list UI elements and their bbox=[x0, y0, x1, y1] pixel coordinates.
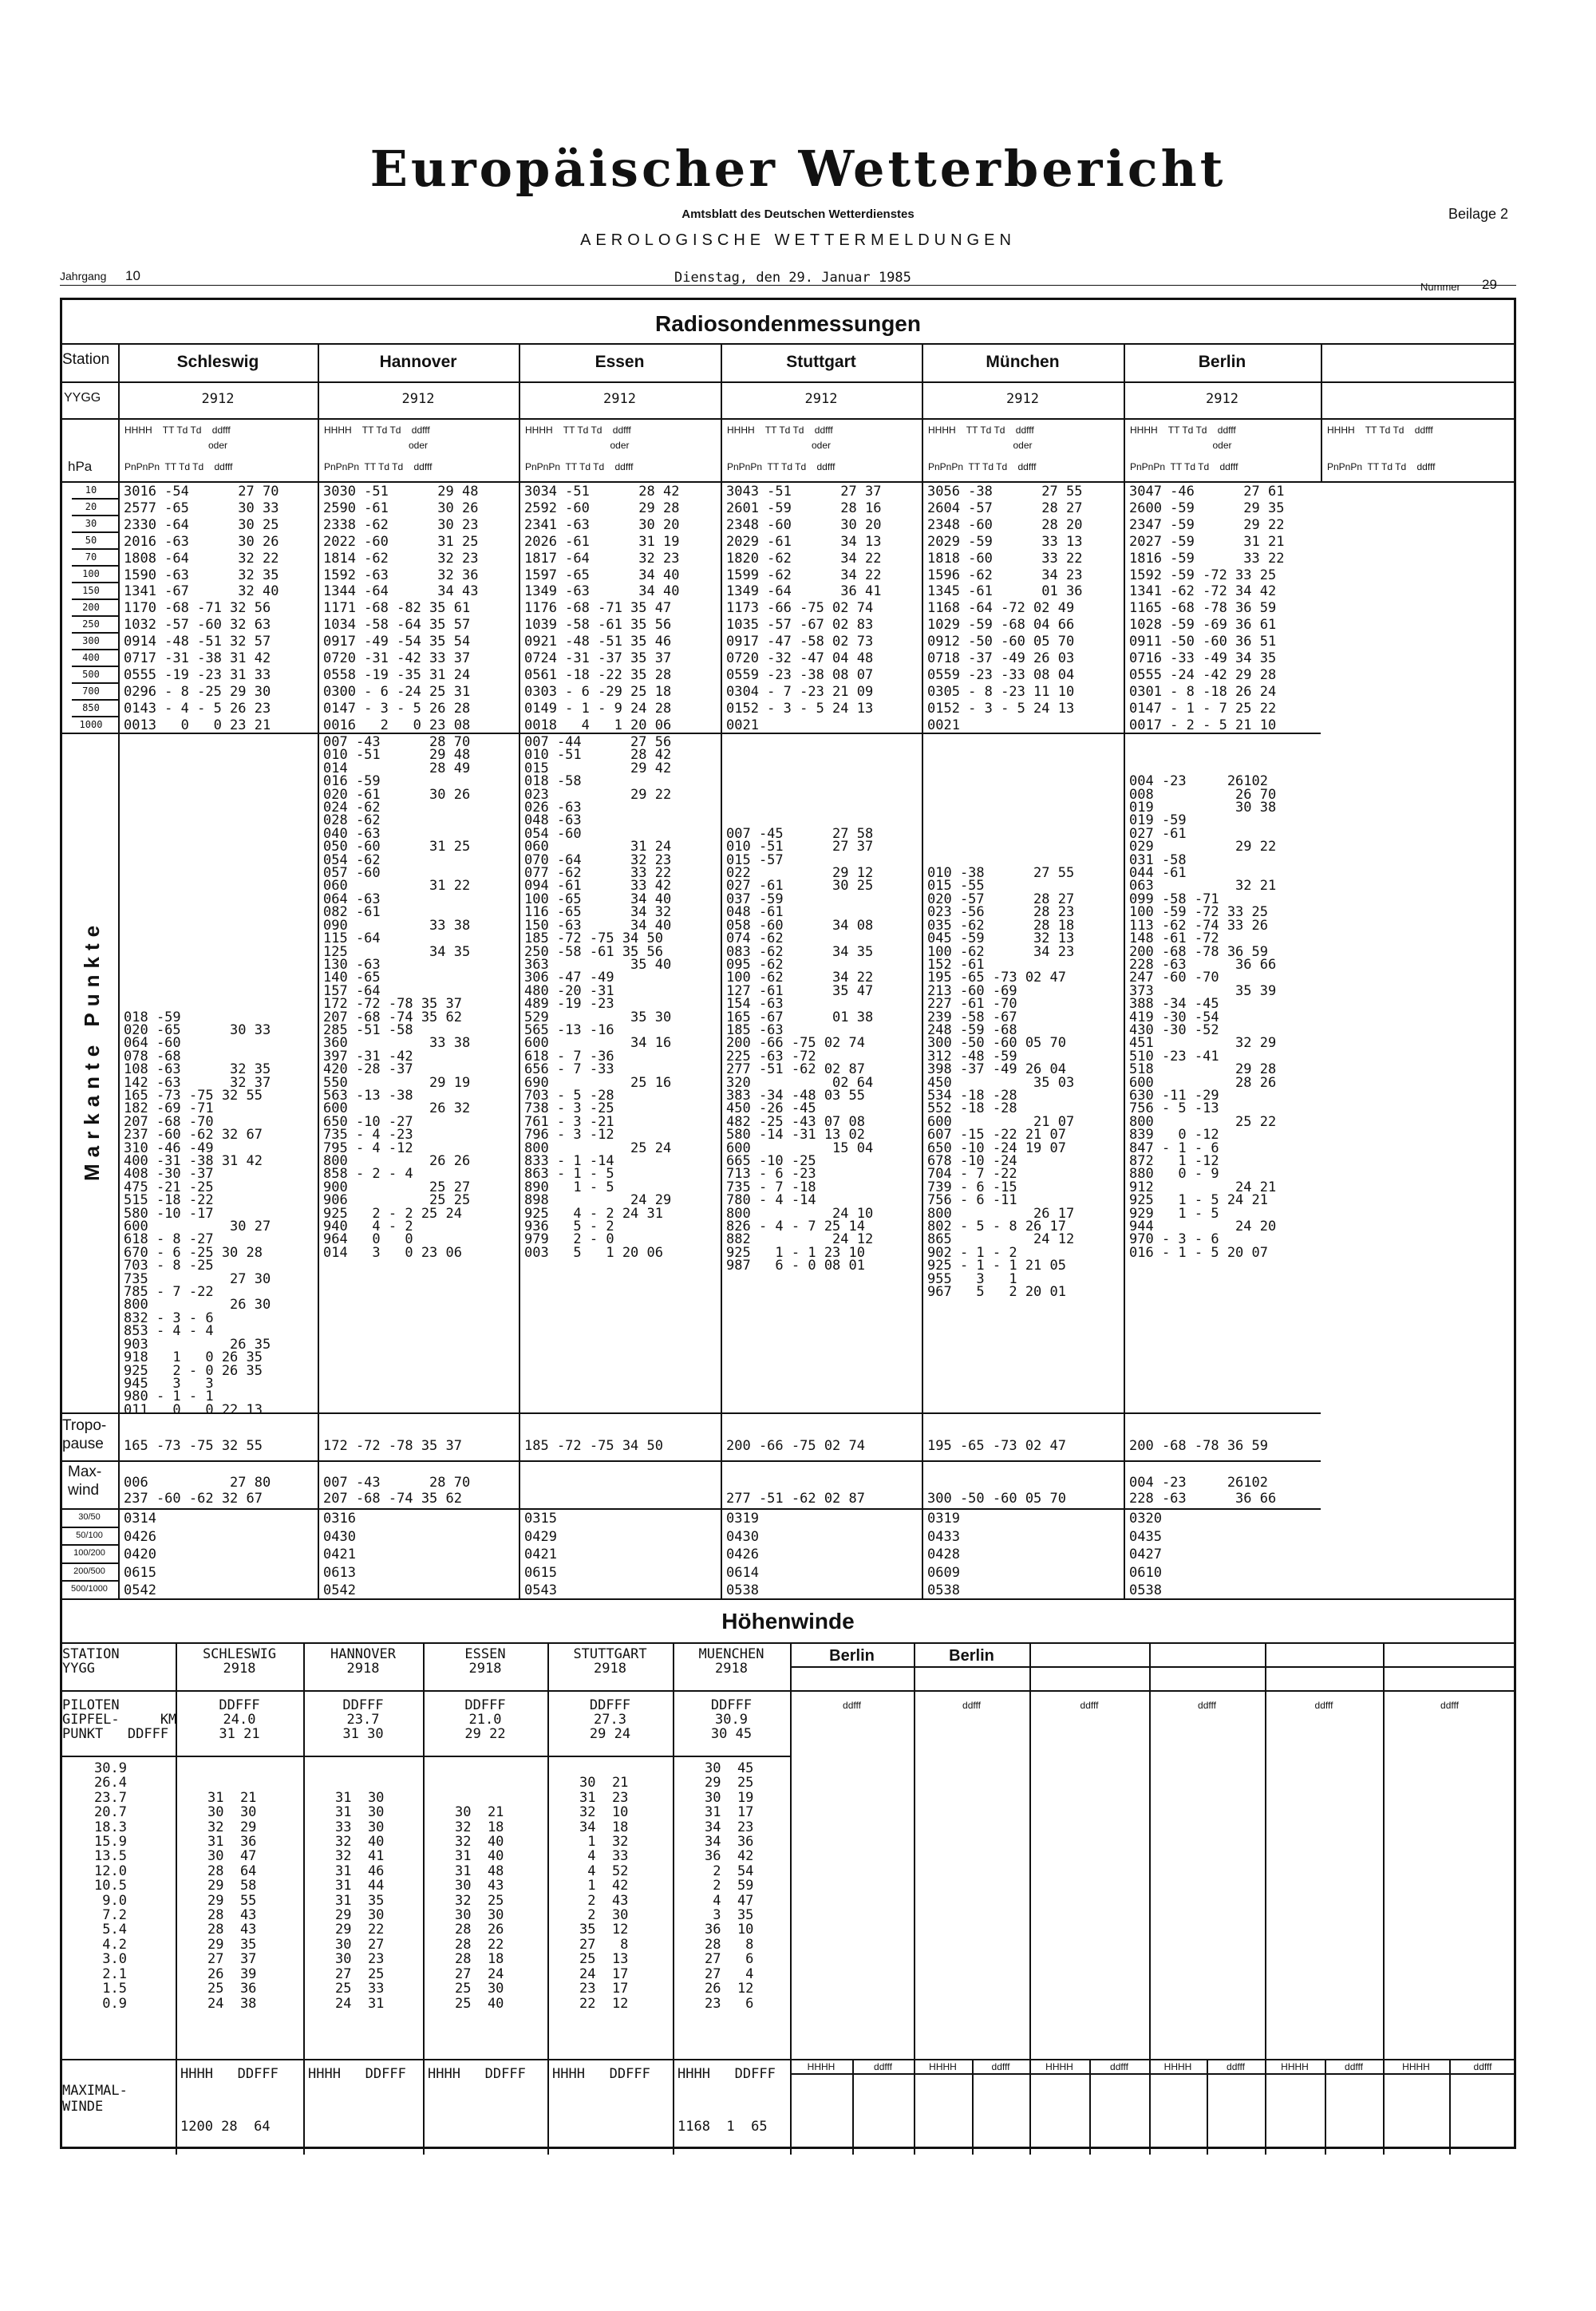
column-header-oder: oder bbox=[1212, 440, 1232, 451]
station-label: STATION bbox=[62, 1646, 120, 1662]
significant-points: 007 -43 28 70 010 -51 29 48 014 28 49 016 -59 020 -61 30 26 024 -62 028 -62 040 -63 050 -60 31 25 054 -62 057 -60 060 31 22 064 -63 082 -61 090 33 38 115 -64 125 34 35 130 -63 140 -65 157 -64 172 -72 -78 35 37 207 -68 -74 35 62 285 -51 -58 360 33 38 397 -31 -42 420 -28 -37 550 29 19 563 -13 -38 600 26 32 650 -10 -27 735 - 4 -23 795 - 4 -12 800 26 26 858 - 2 - 4 900 25 27 906 25 25 925 2 - 2 25 24 940 4 - 2 964 0 0 014 3 0 23 06 bbox=[323, 734, 471, 1261]
grid-line bbox=[1029, 1642, 1031, 2155]
grid-line bbox=[72, 699, 118, 701]
grid-line bbox=[1449, 2059, 1451, 2155]
tropopause-data: 185 -72 -75 34 50 bbox=[524, 1438, 663, 1454]
column-header: HHHH TT Td Td ddfff bbox=[1327, 425, 1433, 436]
thickness-level-label: 30/50 bbox=[78, 1512, 101, 1522]
yygg-value: 2912 bbox=[1006, 391, 1039, 407]
column-header-oder: oder bbox=[207, 440, 228, 451]
grid-line bbox=[60, 1598, 1516, 1600]
grid-line bbox=[72, 632, 118, 634]
hw-ddfff-label: ddfff bbox=[843, 1700, 861, 1711]
radiosonde-title: Radiosondenmessungen bbox=[655, 311, 921, 336]
std-level-label: 300 bbox=[82, 635, 100, 646]
yygg-value: 2912 bbox=[1206, 391, 1238, 407]
column-header: PnPnPn TT Td Td ddfff bbox=[1130, 461, 1238, 472]
std-level-label: 100 bbox=[82, 568, 100, 579]
tropopause-data: 195 -65 -73 02 47 bbox=[927, 1438, 1066, 1454]
hw-yygg: 2918 bbox=[594, 1661, 626, 1677]
hpa-label: hPa bbox=[68, 459, 93, 474]
yygg-value: 2912 bbox=[603, 391, 636, 407]
hw-gipfel-ddfff: 31 21 bbox=[219, 1726, 260, 1742]
grid-line bbox=[914, 1642, 915, 2155]
grid-line bbox=[60, 1580, 118, 1582]
std-level-label: 400 bbox=[82, 652, 100, 663]
tropopause-data: 165 -73 -75 32 55 bbox=[124, 1438, 263, 1454]
markante-punkte-label: Markante Punkte bbox=[80, 918, 104, 1181]
hw-max-small-header: ddfff bbox=[1345, 2061, 1363, 2072]
grid-line bbox=[72, 733, 118, 734]
beilage-label: Beilage 2 bbox=[1448, 206, 1508, 222]
grid-line bbox=[318, 343, 319, 1598]
hw-max-header: HHHH DDFFF bbox=[428, 2066, 526, 2082]
max-wind-data: 004 -23 26102 228 -63 36 66 bbox=[1129, 1475, 1277, 1507]
maximal-winde-label: MAXIMAL- WINDE bbox=[62, 2083, 128, 2115]
column-header-oder: oder bbox=[610, 440, 630, 451]
hw-max-small-header: HHHH bbox=[1402, 2061, 1430, 2072]
hw-max-small-header: ddfff bbox=[1227, 2061, 1245, 2072]
thickness-data: 0315 0429 0421 0615 0543 bbox=[524, 1511, 557, 1598]
hw-yygg: 2918 bbox=[468, 1661, 502, 1677]
grid-line bbox=[72, 582, 118, 583]
hw-gipfel-km: 30.9 bbox=[715, 1712, 748, 1728]
grid-line bbox=[60, 481, 1516, 483]
significant-points: 010 -38 27 55 015 -55 020 -57 28 27 023 -56 28 23 035 -62 28 18 045 -59 32 13 100 -62 34 23 152 -61 195 -65 -73 02 47 213 -60 -69 227 -61 -70 239 -58 -67 248 -59 -68 300 -50 -60 05 70 312 -48 -59 398 -37 -49 26 04 450 35 03 534 -18 -28 552 -18 -28 600 21 07 607 -15 -22 21 07 650 -10 -24 19 07 678 -10 -24 704 - 7 -22 739 - 6 -15 756 - 6 -11 800 26 17 802 - 5 - 8 26 17 865 24 12 902 - 1 - 2 925 - 1 - 1 21 05 955 3 1 967 5 2 20 01 bbox=[927, 865, 1075, 1301]
grid-line bbox=[72, 649, 118, 650]
hw-gipfel-ddfff: 30 45 bbox=[710, 1726, 753, 1742]
hw-gipfel-km: 24.0 bbox=[223, 1712, 256, 1728]
column-header-oder: oder bbox=[811, 440, 832, 451]
hw-max-small-header: ddfff bbox=[874, 2061, 892, 2072]
thickness-data: 0314 0426 0420 0615 0542 bbox=[124, 1511, 156, 1598]
grid-line bbox=[60, 1460, 1321, 1462]
nummer-value: 29 bbox=[1482, 277, 1497, 292]
hw-yygg: 2918 bbox=[223, 1661, 256, 1677]
hw-gipfel-km: 23.7 bbox=[346, 1712, 380, 1728]
grid-line bbox=[72, 615, 118, 617]
hw-extra-station: Berlin bbox=[949, 1647, 994, 1665]
column-header-oder: oder bbox=[1013, 440, 1033, 451]
hw-max-header: HHHH DDFFF bbox=[678, 2066, 776, 2082]
grid-line bbox=[60, 1527, 118, 1528]
std-level-label: 850 bbox=[82, 702, 100, 713]
significant-points: 018 -59 020 -65 30 33 064 -60 078 -68 108 -63 32 35 142 -63 32 37 165 -73 -75 32 55 182 -69 -71 207 -68 -70 237 -60 -62 32 67 310 -46 -49 400 -31 -38 31 42 408 -30 -37 475 -21 -25 515 -18 -22 580 -10 -17 600 30 27 618 - 8 -27 670 - 6 -25 30 28 703 - 8 -25 735 27 30 785 - 7 -22 800 26 30 832 - 3 - 6 853 - 4 - 4 903 26 35 918 1 0 26 35 925 2 - 0 26 35 945 3 3 980 - 1 - 1 011 0 0 22 13 bbox=[124, 1009, 271, 1418]
hw-max-small-header: ddfff bbox=[1110, 2061, 1128, 2072]
thickness-data: 0316 0430 0421 0613 0542 bbox=[323, 1511, 356, 1598]
column-header: PnPnPn TT Td Td ddfff bbox=[727, 461, 836, 472]
jahrgang-label: Jahrgang bbox=[60, 270, 107, 282]
hw-ddfff-label: ddfff bbox=[1198, 1700, 1216, 1711]
std-level-label: 20 bbox=[85, 501, 97, 512]
thickness-level-label: 200/500 bbox=[73, 1566, 105, 1576]
hw-max-header: HHHH DDFFF bbox=[308, 2066, 406, 2082]
grid-line bbox=[972, 2059, 974, 2155]
yygg-value: 2912 bbox=[201, 391, 235, 407]
height-levels: 30.9 26.4 23.7 20.7 18.3 15.9 13.5 12.0 10.5 9.0 7.2 5.4 4.2 3.0 2.1 1.5 0.9 bbox=[94, 1760, 127, 2012]
significant-points: 007 -45 27 58 010 -51 27 37 015 -57 022 29 12 027 -61 30 25 037 -59 048 -61 058 -60 34 08 074 -62 083 -62 34 35 095 -62 100 -62 34 22 127 -61 35 47 154 -63 165 -67 01 38 185 -63 200 -66 -75 02 74 225 -63 -72 277 -51 -62 02 87 320 02 64 383 -34 -48 03 55 450 -26 -45 482 -25 -43 07 08 580 -14 -31 13 02 600 15 04 665 -10 -25 713 - 6 -23 735 - 7 -18 780 - 4 -14 800 24 10 826 - 4 - 7 25 14 882 24 12 925 1 - 1 23 10 987 6 - 0 08 01 bbox=[726, 825, 874, 1274]
grid-line bbox=[60, 2059, 1516, 2060]
tropopause-label: Tropo- pause bbox=[62, 1417, 107, 1452]
hw-gipfel-km: 21.0 bbox=[468, 1712, 502, 1728]
hw-ddfff-header: DDFFF bbox=[464, 1697, 506, 1713]
std-level-label: 70 bbox=[85, 551, 97, 563]
hw-extra-station: Berlin bbox=[829, 1647, 875, 1665]
gipfel-label: GIPFEL- KM bbox=[62, 1712, 177, 1728]
hw-wind-column: 31 21 30 30 32 29 31 36 30 47 28 64 29 58 29 55 28 43 28 43 29 35 27 37 26 39 25 36 24 38 bbox=[207, 1789, 257, 2012]
std-level-label: 250 bbox=[82, 618, 100, 630]
grid-line bbox=[790, 1642, 792, 2155]
yygg-value: 2912 bbox=[804, 391, 838, 407]
grid-line bbox=[922, 343, 923, 1598]
hw-wind-column: 30 21 32 18 32 40 31 40 31 48 30 43 32 25 30 30 28 26 28 22 28 18 27 24 25 30 25 40 bbox=[455, 1804, 504, 2012]
grid-line bbox=[72, 531, 118, 533]
station-name-berlin: Berlin bbox=[1198, 353, 1246, 371]
std-level-label: 50 bbox=[85, 535, 97, 546]
grid-line bbox=[72, 565, 118, 567]
grid-line bbox=[1383, 1642, 1385, 2155]
punkt-label: PUNKT DDFFF bbox=[62, 1726, 169, 1742]
grid-line bbox=[1325, 2059, 1326, 2155]
std-level-label: 10 bbox=[85, 484, 97, 496]
thickness-level-label: 50/100 bbox=[76, 1530, 103, 1540]
std-level-data: 3016 -54 27 70 2577 -65 30 33 2330 -64 30 25 2016 -63 30 26 1808 -64 32 22 1590 -63 32 35 1341 -67 32 40 1170 -68 -71 32 56 1032 -57 -60 32 63 0914 -48 -51 32 57 0717 -31 -38 31 42 0555 -19 -23 31 33 0296 - 8 -25 29 30 0143 - 4 - 5 26 23 0013 0 0 23 21 bbox=[124, 484, 279, 733]
grid-line bbox=[60, 1562, 118, 1564]
hw-yygg: 2918 bbox=[715, 1661, 748, 1677]
std-level-data: 3047 -46 27 61 2600 -59 29 35 2347 -59 29 22 2027 -59 31 21 1816 -59 33 22 1592 -59 -72 33 25 1341 -62 -72 34 42 1165 -68 -78 36 59 1028 -59 -69 36 61 0911 -50 -60 36 51 0716 -33 -49 34 35 0555 -24 -42 29 28 0301 - 8 -18 26 24 0147 - 1 - 7 25 22 0017 - 2 - 5 21 10 bbox=[1129, 484, 1285, 733]
column-header: PnPnPn TT Td Td ddfff bbox=[324, 461, 433, 472]
grid-line bbox=[72, 716, 118, 717]
thickness-data: 0319 0430 0426 0614 0538 bbox=[726, 1511, 759, 1598]
column-header-oder: oder bbox=[408, 440, 429, 451]
significant-points: 007 -44 27 56 010 -51 28 42 015 29 42 018 -58 023 29 22 026 -63 048 -63 054 -60 060 31 24 070 -64 32 23 077 -62 33 22 094 -61 33 42 100 -65 34 40 116 -65 34 32 150 -63 34 40 185 -72 -75 34 50 250 -58 -61 35 56 363 35 40 306 -47 -49 480 -20 -31 489 -19 -23 529 35 30 565 -13 -16 600 34 16 618 - 7 -36 656 - 7 -33 690 25 16 703 - 5 -28 738 - 3 -25 761 - 3 -21 796 - 3 -12 800 25 24 833 - 1 -14 863 - 1 - 5 890 1 - 5 898 24 29 925 4 - 2 24 31 936 5 - 2 979 2 - 0 003 5 1 20 06 bbox=[524, 734, 672, 1261]
hw-gipfel-ddfff: 29 24 bbox=[589, 1726, 631, 1742]
hw-ddfff-label: ddfff bbox=[962, 1700, 981, 1711]
std-level-label: 150 bbox=[82, 585, 100, 596]
hw-max-small-header: ddfff bbox=[991, 2061, 1010, 2072]
nummer-label: Nummer bbox=[1420, 281, 1460, 293]
thickness-level-label: 500/1000 bbox=[71, 1584, 108, 1594]
grid-line bbox=[60, 1756, 790, 1757]
grid-line bbox=[60, 418, 1516, 420]
grid-line bbox=[1149, 1642, 1151, 2155]
station-name-hannover: Hannover bbox=[379, 353, 457, 371]
grid-line bbox=[60, 1544, 118, 1546]
hw-ddfff-label: ddfff bbox=[1314, 1700, 1333, 1711]
hw-station-name: HANNOVER bbox=[330, 1646, 396, 1662]
column-header: PnPnPn TT Td Td ddfff bbox=[124, 461, 233, 472]
grid-line bbox=[60, 1690, 1516, 1692]
yygg-value: 2912 bbox=[401, 391, 435, 407]
grid-line bbox=[72, 515, 118, 516]
station-name-stuttgart: Stuttgart bbox=[786, 353, 856, 371]
hw-station-name: MUENCHEN bbox=[698, 1646, 764, 1662]
hw-station-name: STUTTGART bbox=[573, 1646, 647, 1662]
hw-ddfff-header: DDFFF bbox=[219, 1697, 260, 1713]
hw-ddfff-header: DDFFF bbox=[710, 1697, 753, 1713]
grid-line bbox=[60, 1642, 1516, 1644]
hw-ddfff-label: ddfff bbox=[1080, 1700, 1099, 1711]
column-header: HHHH TT Td Td ddfff bbox=[124, 425, 231, 436]
grid-line bbox=[72, 548, 118, 550]
hw-yygg: 2918 bbox=[346, 1661, 380, 1677]
hw-max-value: 1200 28 64 bbox=[180, 2119, 271, 2135]
grid-line bbox=[72, 598, 118, 600]
thickness-data: 0319 0433 0428 0609 0538 bbox=[927, 1511, 960, 1598]
std-level-label: 500 bbox=[82, 669, 100, 680]
grid-line bbox=[72, 682, 118, 684]
grid-line bbox=[1089, 2059, 1091, 2155]
hw-max-value: 1168 1 65 bbox=[678, 2119, 768, 2135]
hw-gipfel-ddfff: 31 30 bbox=[342, 1726, 384, 1742]
hw-max-small-header: HHHH bbox=[929, 2061, 957, 2072]
max-wind-data: 006 27 80 237 -60 -62 32 67 bbox=[124, 1475, 271, 1507]
grid-line bbox=[1124, 343, 1125, 1598]
grid-line bbox=[118, 343, 120, 1598]
grid-line bbox=[72, 498, 118, 500]
column-header: PnPnPn TT Td Td ddfff bbox=[1327, 461, 1436, 472]
thickness-data: 0320 0435 0427 0610 0538 bbox=[1129, 1511, 1162, 1598]
tropopause-data: 200 -66 -75 02 74 bbox=[726, 1438, 865, 1454]
hw-station-name: ESSEN bbox=[464, 1646, 506, 1662]
hw-gipfel-ddfff: 29 22 bbox=[464, 1726, 506, 1742]
std-level-label: 700 bbox=[82, 685, 100, 697]
hw-max-small-header: HHHH bbox=[1045, 2061, 1073, 2072]
hw-station-name: SCHLESWIG bbox=[202, 1646, 277, 1662]
issue-date: Dienstag, den 29. Januar 1985 bbox=[674, 270, 911, 286]
station-name-schleswig: Schleswig bbox=[176, 353, 259, 371]
std-level-data: 3056 -38 27 55 2604 -57 28 27 2348 -60 28 20 2029 -59 33 13 1818 -60 33 22 1596 -62 34 23 1345 -61 01 36 1168 -64 -72 02 49 1029 -59 -68 04 66 0912 -50 -60 05 70 0718 -37 -49 26 03 0559 -23 -33 08 04 0305 - 8 -23 11 10 0152 - 3 - 5 24 13 0021 bbox=[927, 484, 1083, 733]
tropopause-data: 172 -72 -78 35 37 bbox=[323, 1438, 462, 1454]
station-name-münchen: München bbox=[986, 353, 1060, 371]
max-wind-data: 300 -50 -60 05 70 bbox=[927, 1491, 1066, 1507]
piloten-label: PILOTEN bbox=[62, 1697, 120, 1713]
hw-wind-column: 30 45 29 25 30 19 31 17 34 23 34 36 36 42 2 54 2 59 4 47 3 35 36 10 28 8 27 6 27 4 26 12 23 6 bbox=[705, 1760, 754, 2012]
hw-wind-column: 30 21 31 23 32 10 34 18 1 32 4 33 4 52 1 42 2 43 2 30 35 12 27 8 25 13 24 17 23 17 22 12 bbox=[579, 1775, 629, 2012]
grid-line bbox=[1207, 2059, 1208, 2155]
header-rule bbox=[60, 285, 1516, 286]
column-header: HHHH TT Td Td ddfff bbox=[1130, 425, 1236, 436]
max-wind-label: Max- wind bbox=[68, 1464, 102, 1499]
hw-ddfff-label: ddfff bbox=[1440, 1700, 1459, 1711]
std-level-data: 3030 -51 29 48 2590 -61 30 26 2338 -62 30 23 2022 -60 31 25 1814 -62 32 23 1592 -63 32 36 1344 -64 34 43 1171 -68 -82 35 61 1034 -58 -64 35 57 0917 -49 -54 35 54 0720 -31 -42 33 37 0558 -19 -35 31 24 0300 - 6 -24 25 31 0147 - 3 - 5 26 28 0016 2 0 23 08 bbox=[323, 484, 479, 733]
report-title: Europäischer Wetterbericht bbox=[369, 140, 1227, 198]
grid-line bbox=[790, 2073, 1516, 2075]
column-header: PnPnPn TT Td Td ddfff bbox=[525, 461, 634, 472]
significant-points: 004 -23 26102 008 26 70 019 30 38 019 -59 027 -61 029 29 22 031 -58 044 -61 063 32 21 099 -58 -71 100 -59 -72 33 25 113 -62 -74 33 26 148 -61 -72 200 -68 -78 36 59 228 -63 36 66 247 -60 -70 373 35 39 388 -34 -45 419 -30 -54 430 -30 -52 451 32 29 510 -23 -41 518 29 28 600 28 26 630 -11 -29 756 - 5 -13 800 25 22 839 0 -12 847 - 1 - 6 872 1 -12 880 0 - 9 912 24 21 925 1 - 5 24 21 929 1 - 5 944 24 20 970 - 3 - 6 016 - 1 - 5 20 07 bbox=[1129, 773, 1277, 1261]
section-heading: AEROLOGISCHE WETTERMELDUNGEN bbox=[580, 231, 1016, 249]
hw-max-small-header: HHHH bbox=[1163, 2061, 1192, 2072]
hw-max-small-header: HHHH bbox=[1281, 2061, 1309, 2072]
grid-line bbox=[72, 666, 118, 667]
hw-max-header: HHHH DDFFF bbox=[180, 2066, 279, 2082]
column-header: HHHH TT Td Td ddfff bbox=[324, 425, 430, 436]
max-wind-data: 007 -43 28 70 207 -68 -74 35 62 bbox=[323, 1475, 471, 1507]
std-level-label: 30 bbox=[85, 518, 97, 529]
std-level-label: 200 bbox=[82, 602, 100, 613]
hw-ddfff-header: DDFFF bbox=[342, 1697, 384, 1713]
yygg-label: YYGG bbox=[62, 1661, 95, 1677]
thickness-level-label: 100/200 bbox=[73, 1548, 105, 1558]
column-header: PnPnPn TT Td Td ddfff bbox=[928, 461, 1037, 472]
hw-max-small-header: HHHH bbox=[807, 2061, 836, 2072]
column-header: HHHH TT Td Td ddfff bbox=[525, 425, 631, 436]
grid-line bbox=[1321, 343, 1322, 481]
jahrgang-value: 10 bbox=[125, 268, 140, 283]
grid-line bbox=[790, 1666, 1516, 1668]
grid-line bbox=[60, 381, 1516, 383]
std-level-data: 3043 -51 27 37 2601 -59 28 16 2348 -60 30 20 2029 -61 34 13 1820 -62 34 22 1599 -62 34 22 1349 -64 36 41 1173 -66 -75 02 74 1035 -57 -67 02 83 0917 -47 -58 02 73 0720 -32 -47 04 48 0559 -23 -38 08 07 0304 - 7 -23 21 09 0152 - 3 - 5 24 13 0021 bbox=[726, 484, 882, 733]
grid-line bbox=[519, 343, 520, 1598]
column-header: HHHH TT Td Td ddfff bbox=[727, 425, 833, 436]
yygg-label: YYGG bbox=[64, 391, 101, 405]
station-label: Station bbox=[62, 351, 110, 368]
hoehenwinde-title: Höhenwinde bbox=[721, 1609, 855, 1634]
column-header: HHHH TT Td Td ddfff bbox=[928, 425, 1034, 436]
grid-line bbox=[1265, 1642, 1266, 2155]
std-level-data: 3034 -51 28 42 2592 -60 29 28 2341 -63 30 20 2026 -61 31 19 1817 -64 32 23 1597 -65 34 40 1349 -63 34 40 1176 -68 -71 35 47 1039 -58 -61 35 56 0921 -48 -51 35 46 0724 -31 -37 35 37 0561 -18 -22 35 28 0303 - 6 -29 25 18 0149 - 1 - 9 24 28 0018 4 1 20 06 bbox=[524, 484, 680, 733]
hw-max-header: HHHH DDFFF bbox=[552, 2066, 650, 2082]
hw-wind-column: 31 30 31 30 33 30 32 40 32 41 31 46 31 44 31 35 29 30 29 22 30 27 30 23 27 25 25 33 24 31 bbox=[335, 1789, 385, 2012]
hw-max-small-header: ddfff bbox=[1473, 2061, 1492, 2072]
std-level-label: 1000 bbox=[79, 719, 103, 730]
grid-line bbox=[60, 343, 1516, 345]
max-wind-data: 277 -51 -62 02 87 bbox=[726, 1491, 865, 1507]
grid-line bbox=[852, 2059, 854, 2155]
grid-line bbox=[721, 343, 722, 1598]
report-subtitle: Amtsblatt des Deutschen Wetterdienstes bbox=[681, 207, 915, 221]
hw-ddfff-header: DDFFF bbox=[589, 1697, 631, 1713]
station-name-essen: Essen bbox=[595, 353, 645, 371]
tropopause-data: 200 -68 -78 36 59 bbox=[1129, 1438, 1268, 1454]
hw-gipfel-km: 27.3 bbox=[594, 1712, 626, 1728]
